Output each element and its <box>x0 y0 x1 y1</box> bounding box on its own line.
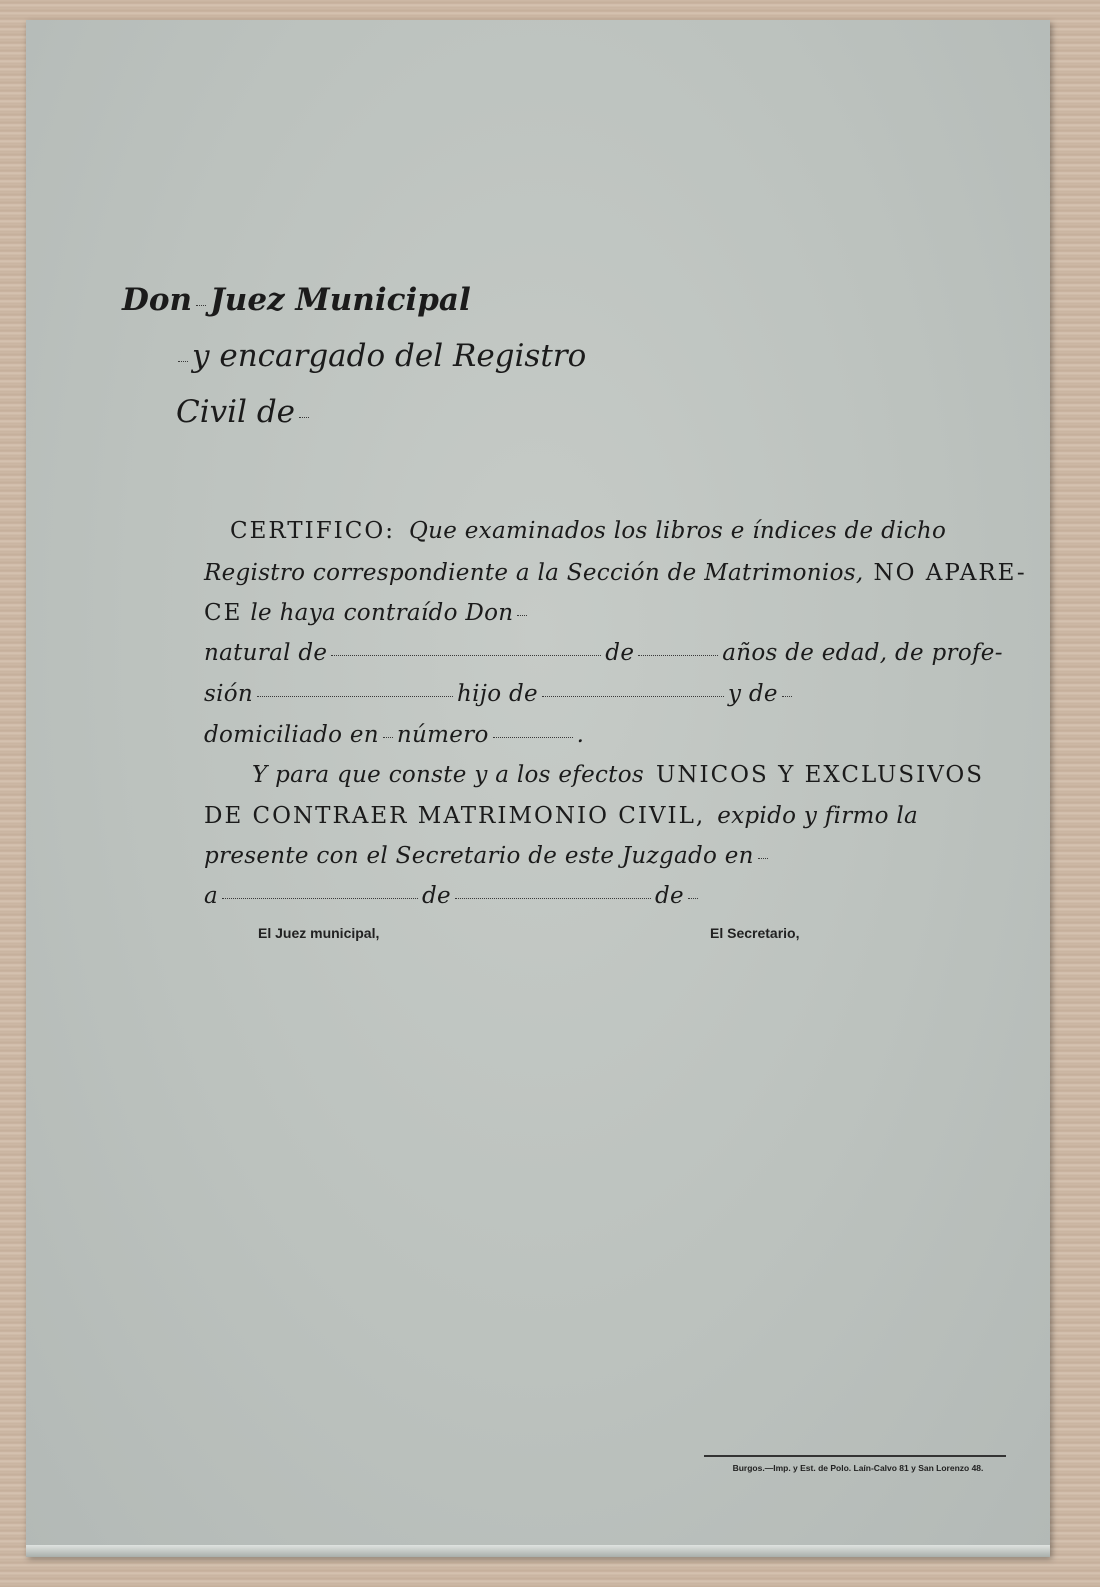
body-line-5 <box>204 681 966 725</box>
paper-stack-edge <box>26 1545 1050 1557</box>
body-line-3 <box>204 600 966 644</box>
civil-registry-place-field[interactable] <box>299 417 309 418</box>
no-aparece-text: NO APARE- <box>873 560 1027 586</box>
natural-de-label: natural de <box>204 640 328 666</box>
certifico-label: CERTIFICO: <box>230 518 395 544</box>
judge-signature-label: El Juez municipal, <box>258 925 380 941</box>
issue-place-field[interactable] <box>758 858 768 859</box>
judge-name-field[interactable] <box>196 305 206 306</box>
age-field[interactable] <box>638 655 718 656</box>
sion-label: sión <box>204 681 254 707</box>
body-text-2: Registro correspondiente a la Sección de Matrimonios, <box>204 560 864 586</box>
body-line-10 <box>204 883 972 927</box>
domiciliado-label: domiciliado en <box>204 722 379 748</box>
numero-label: número <box>396 722 489 748</box>
y-de-label: y de <box>727 681 778 707</box>
header-line-2 <box>174 338 962 382</box>
unicos-exclusivos-text: UNICOS Y EXCLUSIVOS <box>655 762 985 788</box>
body-text-3: le haya contraído Don <box>250 600 514 626</box>
printer-imprint: Burgos.—Imp. y Est. de Polo. Laín-Calvo 81 y San Lorenzo 48. <box>732 1463 984 1473</box>
body-line-9 <box>204 843 972 887</box>
body-text-9: presente con el Secretario de este Juzgado en <box>204 843 754 869</box>
month-field[interactable] <box>455 898 651 899</box>
body-line-4 <box>204 640 1003 684</box>
body-line-1 <box>230 518 970 562</box>
anos-edad-label: años de edad, de profe- <box>722 640 1003 666</box>
profession-field[interactable] <box>257 696 453 697</box>
body-text-1: Que examinados los libros e índices de dicho <box>408 518 947 544</box>
printer-rule <box>704 1455 1006 1457</box>
spouse-name-field[interactable] <box>517 615 527 616</box>
body-text-8: expido y firmo la <box>717 803 919 829</box>
de-label-2: de <box>422 883 451 909</box>
birthplace-field[interactable] <box>331 655 601 656</box>
body-line-7 <box>252 762 985 806</box>
secretary-signature-label: El Secretario, <box>710 925 800 941</box>
hijo-de-label: hijo de <box>457 681 538 707</box>
header-line-3 <box>176 394 592 438</box>
year-field[interactable] <box>688 898 698 899</box>
body-text-7: Y para que conste y a los efectos <box>252 762 644 788</box>
judge-name-field-continued[interactable] <box>178 361 188 362</box>
street-number-field[interactable] <box>493 737 573 738</box>
civil-de-label: Civil de <box>176 394 296 430</box>
don-label: Don <box>122 282 193 318</box>
period-mark: . <box>576 722 585 748</box>
header-line-1 <box>122 282 962 326</box>
day-field[interactable] <box>222 898 418 899</box>
body-line-2 <box>204 560 1027 604</box>
ce-text: CE <box>204 600 243 626</box>
de-label-3: de <box>654 883 684 909</box>
father-name-field[interactable] <box>542 696 724 697</box>
a-label: a <box>204 883 219 909</box>
body-line-8 <box>204 803 974 847</box>
mother-name-field[interactable] <box>782 696 792 697</box>
body-line-6 <box>204 722 800 766</box>
contraer-matrimonio-text: DE CONTRAER MATRIMONIO CIVIL, <box>204 803 706 829</box>
certificate-paper <box>26 20 1050 1556</box>
de-label-1: de <box>605 640 635 666</box>
juez-municipal-label: Juez Municipal <box>210 282 471 318</box>
encargado-registro-label: y encargado del Registro <box>192 338 587 374</box>
address-field[interactable] <box>383 737 393 738</box>
